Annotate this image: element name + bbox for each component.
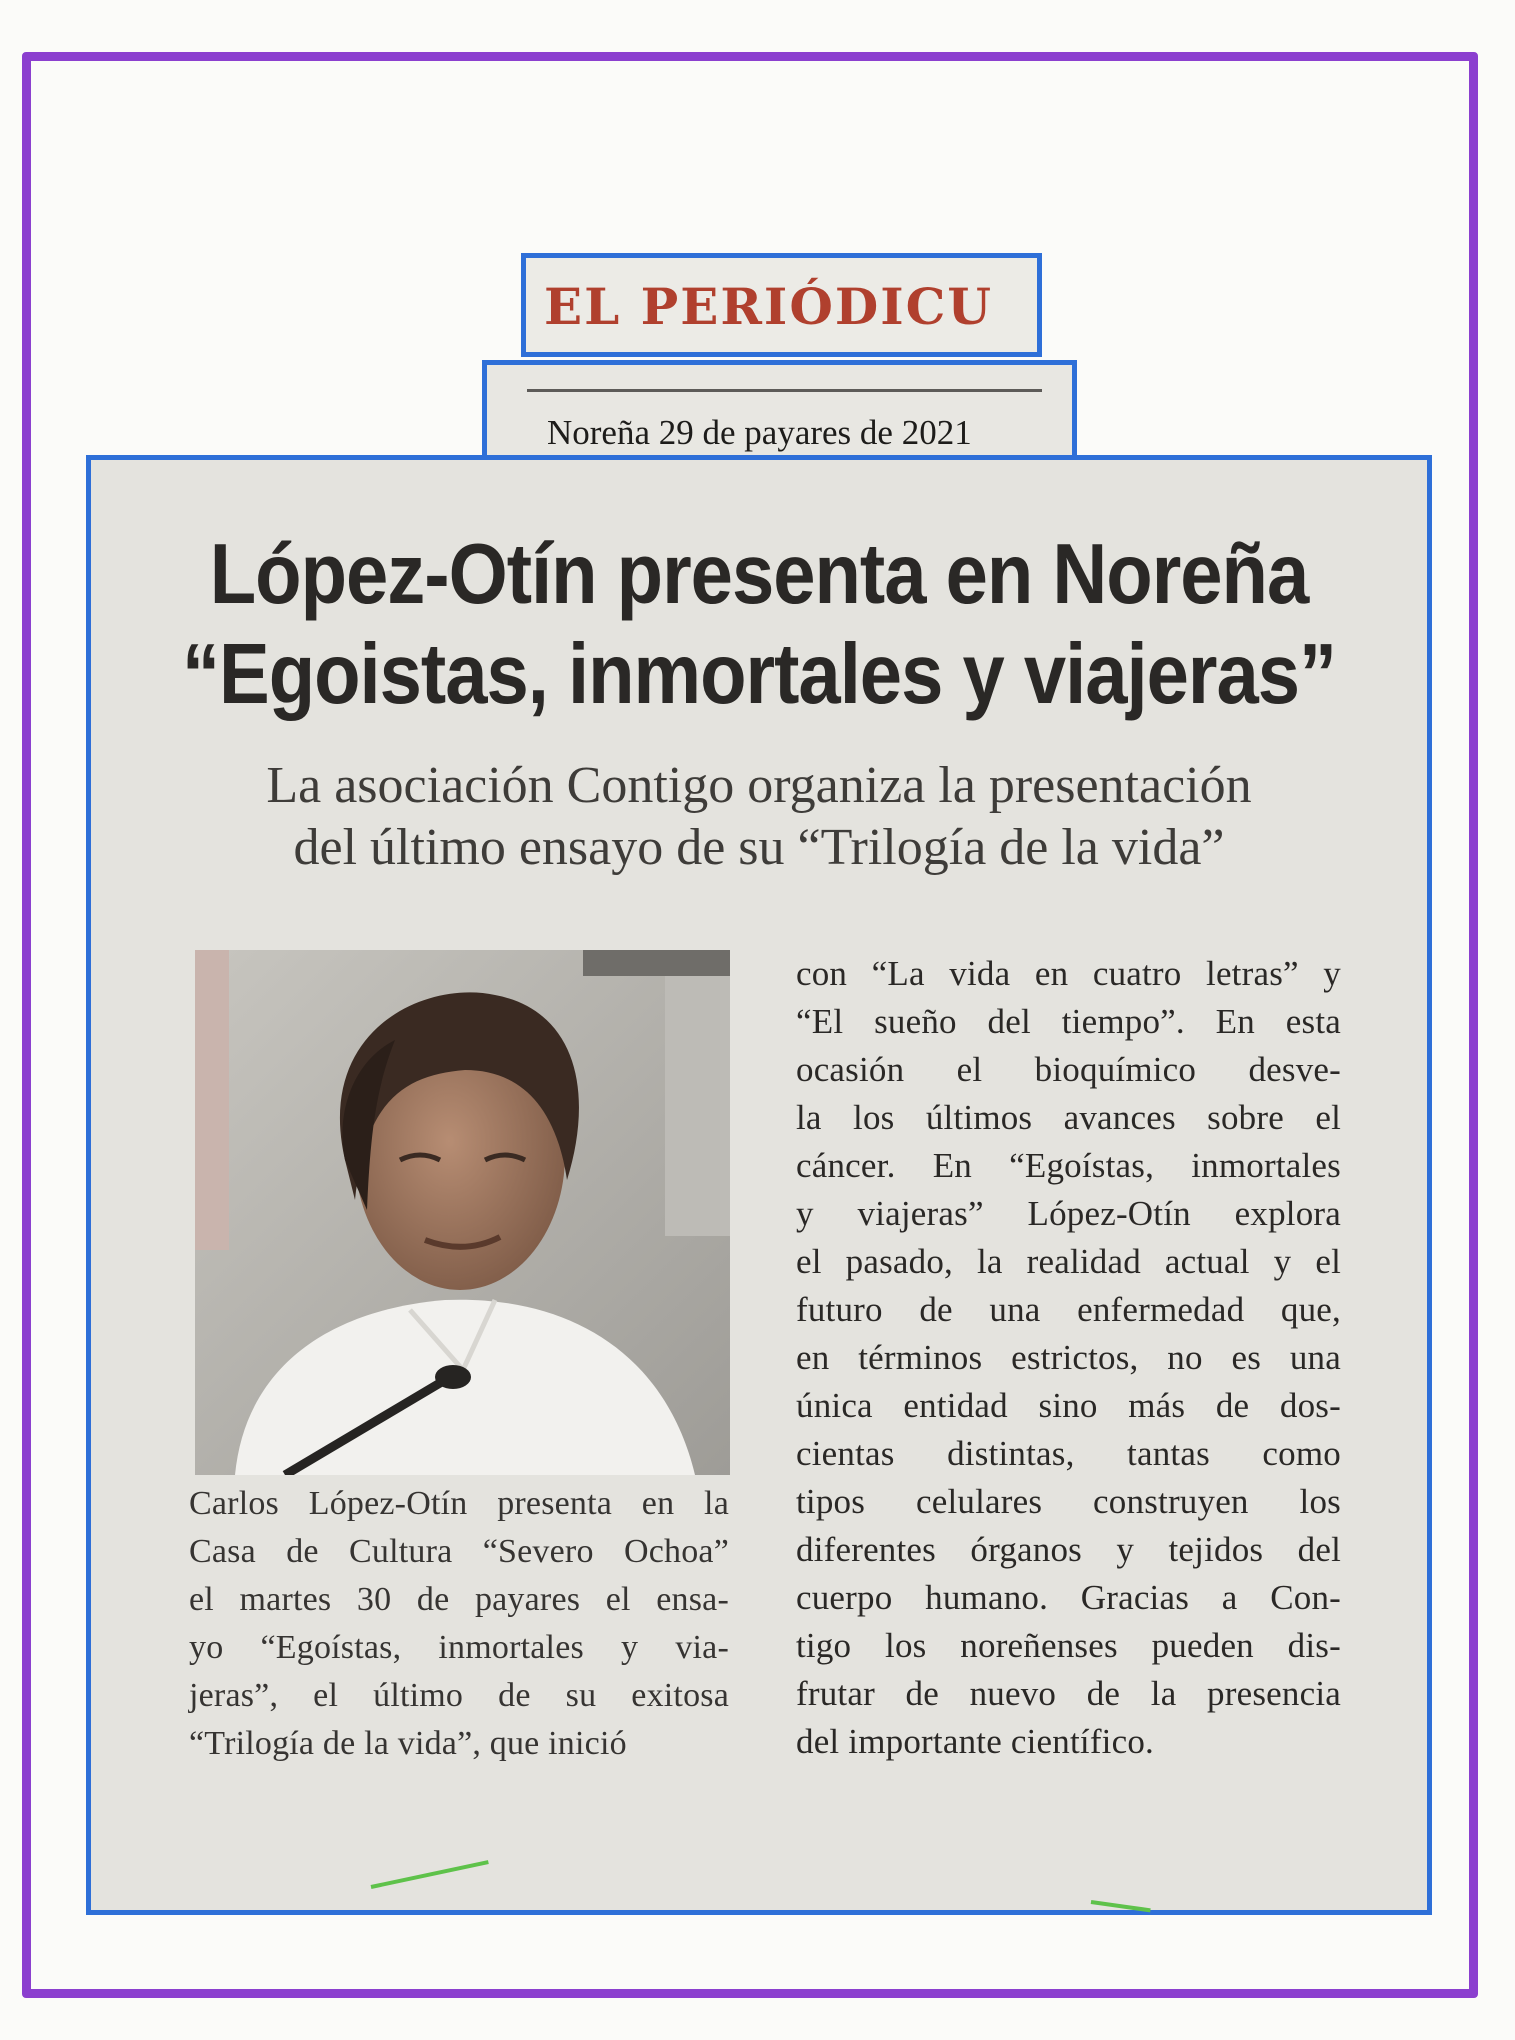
body-line: cientas distintas, tantas como xyxy=(796,1434,1341,1473)
green-mark-right xyxy=(1091,1900,1151,1912)
body-line: el pasado, la realidad actual y el xyxy=(796,1242,1341,1281)
article-clipping xyxy=(86,455,1432,1915)
portrait-illustration xyxy=(195,950,730,1475)
body-line: cuerpo humano. Gracias a Con- xyxy=(796,1578,1341,1617)
body-line: diferentes órganos y tejidos del xyxy=(796,1530,1341,1569)
green-mark-left xyxy=(371,1860,489,1889)
body-line: cáncer. En “Egoístas, inmortales xyxy=(796,1146,1341,1185)
caption-line: el martes 30 de payares el ensa- xyxy=(189,1581,729,1618)
article-body xyxy=(796,950,1341,1790)
masthead-clipping xyxy=(521,253,1042,357)
body-line: futuro de una enfermedad que, xyxy=(796,1290,1341,1329)
body-line: en términos estrictos, no es una xyxy=(796,1338,1341,1377)
newspaper-name: EL PERIÓDICU xyxy=(544,277,994,336)
caption-line: yo “Egoístas, inmortales y via- xyxy=(189,1629,729,1666)
body-line: del importante científico. xyxy=(796,1722,1154,1761)
body-line: tipos celulares construyen los xyxy=(796,1482,1341,1521)
body-line: con “La vida en cuatro letras” y xyxy=(796,954,1341,993)
photo-caption xyxy=(189,1480,729,1770)
date-line: Noreña 29 de payares de 2021 xyxy=(547,413,972,452)
subheadline-line-2: del último ensayo de su “Trilogía de la vida” xyxy=(293,819,1225,876)
headline-line-2: “Egoistas, inmortales y viajeras” xyxy=(182,626,1336,723)
caption-line: jeras”, el último de su exitosa xyxy=(189,1677,729,1714)
headline-line-1: López-Otín presenta en Noreña xyxy=(209,526,1309,623)
body-line: la los últimos avances sobre el xyxy=(796,1098,1341,1137)
caption-line: “Trilogía de la vida”, que inició xyxy=(189,1725,627,1762)
body-line: ocasión el bioquímico desve- xyxy=(796,1050,1341,1089)
portrait-photo xyxy=(195,950,730,1475)
subheadline-line-1: La asociación Contigo organiza la presentación xyxy=(266,757,1252,814)
date-rule-divider xyxy=(527,389,1042,392)
body-line: y viajeras” López-Otín explora xyxy=(796,1194,1341,1233)
caption-line: Carlos López-Otín presenta en la xyxy=(189,1485,729,1522)
body-line: tigo los noreñenses pueden dis- xyxy=(796,1626,1341,1665)
body-line: única entidad sino más de dos- xyxy=(796,1386,1341,1425)
body-line: frutar de nuevo de la presencia xyxy=(796,1674,1341,1713)
body-line: “El sueño del tiempo”. En esta xyxy=(796,1002,1341,1041)
caption-line: Casa de Cultura “Severo Ochoa” xyxy=(189,1533,729,1570)
